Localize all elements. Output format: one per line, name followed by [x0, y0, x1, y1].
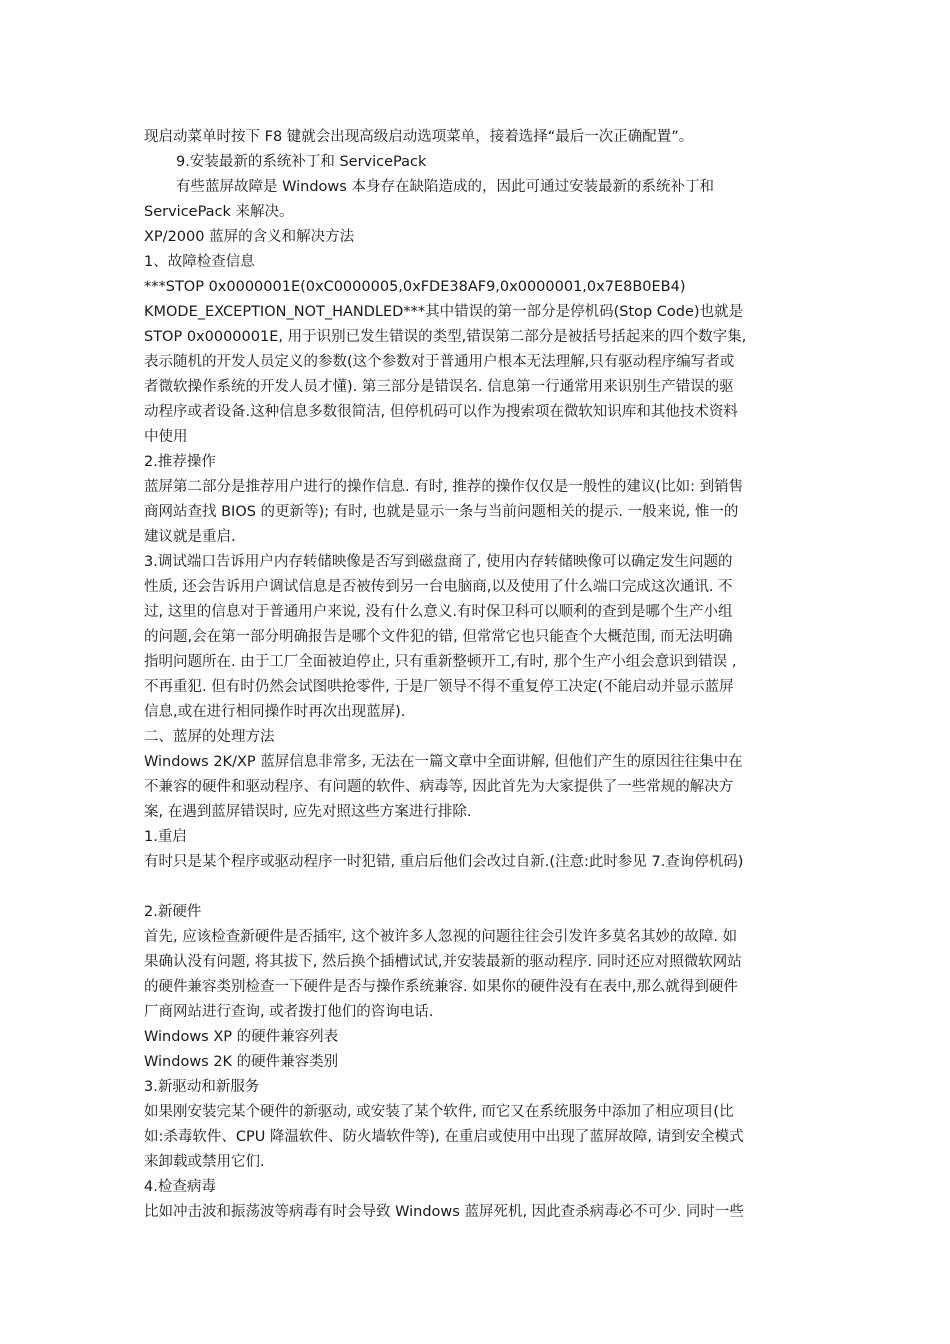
text-line: 现启动菜单时按下 F8 键就会出现高级启动选项菜单，接着选择“最后一次正确配置”。 — [144, 129, 694, 145]
text-line: 过, 这里的信息对于普通用户来说, 没有什么意义.有时保卫科可以顺利的查到是哪个生产小组 — [144, 604, 733, 620]
text-line: ServicePack 来解决。 — [144, 204, 294, 220]
text-line: 不兼容的硬件和驱动程序、有问题的软件、病毒等, 因此首先为大家提供了一些常规的解决方 — [144, 779, 734, 795]
text-line: 不再重犯. 但有时仍然会试图哄抢零件, 于是厂领导不得不重复停工决定(不能启动并显示蓝屏 — [144, 679, 734, 695]
text-line: 指明问题所在. 由于工厂全面被迫停止, 只有重新整顿开工,有时, 那个生产小组会意识到错误 , — [144, 654, 737, 670]
text-line: 中使用 — [144, 429, 188, 445]
text-line: 动程序或者设备.这种信息多数很简洁, 但停机码可以作为搜索项在微软知识库和其他技术资料 — [144, 404, 738, 420]
section-heading: 2.推荐操作 — [144, 454, 216, 470]
text-line: KMODE_EXCEPTION_NOT_HANDLED***其中错误的第一部分是停机码(Stop Code)也就是 — [144, 304, 744, 320]
text-line: 的硬件兼容类别检查一下硬件是否与操作系统兼容. 如果你的硬件没有在表中,那么就得到硬件 — [144, 979, 738, 995]
text-line: STOP 0x0000001E, 用于识别已发生错误的类型,错误第二部分是被括号括起来的四个数字集, — [144, 329, 747, 345]
text-line: 性质, 还会告诉用户调试信息是否被传到另一台电脑商,以及使用了什么端口完成这次通讯. 不 — [144, 579, 733, 595]
text-line: 案, 在遇到蓝屏错误时, 应先对照这些方案进行排除. — [144, 804, 472, 820]
text-line: 果确认没有问题, 将其拔下, 然后换个插槽试试,并安装最新的驱动程序. 同时还应对照微软网站 — [144, 954, 742, 970]
text-line: 蓝屏第二部分是推荐用户进行的操作信息. 有时, 推荐的操作仅仅是一般性的建议(比如: 到销售 — [144, 479, 744, 495]
text-line: 表示随机的开发人员定义的参数(这个参数对于普通用户根本无法理解,只有驱动程序编写者或 — [144, 354, 735, 370]
text-line: 比如冲击波和振荡波等病毒有时会导致 Windows 蓝屏死机, 因此查杀病毒必不可少. 同时一些 — [144, 1204, 744, 1220]
text-line: 厂商网站进行查询, 或者拨打他们的咨询电话. — [144, 1004, 434, 1020]
text-line: Windows 2K/XP 蓝屏信息非常多, 无法在一篇文章中全面讲解, 但他们产生的原因往往集中在 — [144, 754, 743, 770]
text-line: 3.调试端口告诉用户内存转储映像是否写到磁盘商了, 使用内存转储映像可以确定发生问题的 — [144, 554, 733, 570]
section-heading: 二、蓝屏的处理方法 — [144, 729, 275, 745]
section-heading: 1、故障检查信息 — [144, 254, 255, 270]
text-line: 有时只是某个程序或驱动程序一时犯错, 重启后他们会改过自新.(注意:此时参见 7.查询停机码) — [144, 854, 744, 870]
text-line: Windows XP 的硬件兼容列表 — [144, 1029, 339, 1045]
section-heading: 2.新硬件 — [144, 904, 202, 920]
text-line: 首先, 应该检查新硬件是否插牢, 这个被许多人忽视的问题往往会引发许多莫名其妙的故障. 如 — [144, 929, 738, 945]
text-line: 者微软操作系统的开发人员才懂). 第三部分是错误名. 信息第一行通常用来识别生产错误的驱 — [144, 379, 734, 395]
text-line: 如果刚安装完某个硬件的新驱动, 或安装了某个软件, 而它又在系统服务中添加了相应项目(比 — [144, 1104, 734, 1120]
section-heading: 9.安装最新的系统补丁和 ServicePack — [176, 154, 427, 170]
stop-code-line: ***STOP 0x0000001E(0xC0000005,0xFDE38AF9,0x0000001,0x7E8B0EB4) — [144, 279, 686, 295]
text-line: 信息,或在进行相同操作时再次出现蓝屏). — [144, 704, 406, 720]
text-line: 的问题,会在第一部分明确报告是哪个文件犯的错, 但常常它也只能查个大概范围, 而无法明确 — [144, 629, 733, 645]
document-body — [144, 125, 814, 1225]
text-line: 来卸载或禁用它们. — [144, 1154, 265, 1170]
text-line: 商网站查找 BIOS 的更新等); 有时, 也就是显示一条与当前问题相关的提示. 一般来说, 惟一的 — [144, 504, 739, 520]
text-line: 如:杀毒软件、CPU 降温软件、防火墙软件等), 在重启或使用中出现了蓝屏故障, 请到安全模式 — [144, 1129, 744, 1145]
document-title: XP/2000 蓝屏的含义和解决方法 — [144, 229, 355, 245]
text-line: Windows 2K 的硬件兼容类别 — [144, 1054, 339, 1070]
section-heading: 1.重启 — [144, 829, 187, 845]
blank-line — [144, 875, 814, 900]
section-heading: 3.新驱动和新服务 — [144, 1079, 260, 1095]
text-line: 有些蓝屏故障是 Windows 本身存在缺陷造成的，因此可通过安装最新的系统补丁和 — [176, 179, 714, 195]
text-line: 建议就是重启. — [144, 529, 236, 545]
section-heading: 4.检查病毒 — [144, 1179, 216, 1195]
